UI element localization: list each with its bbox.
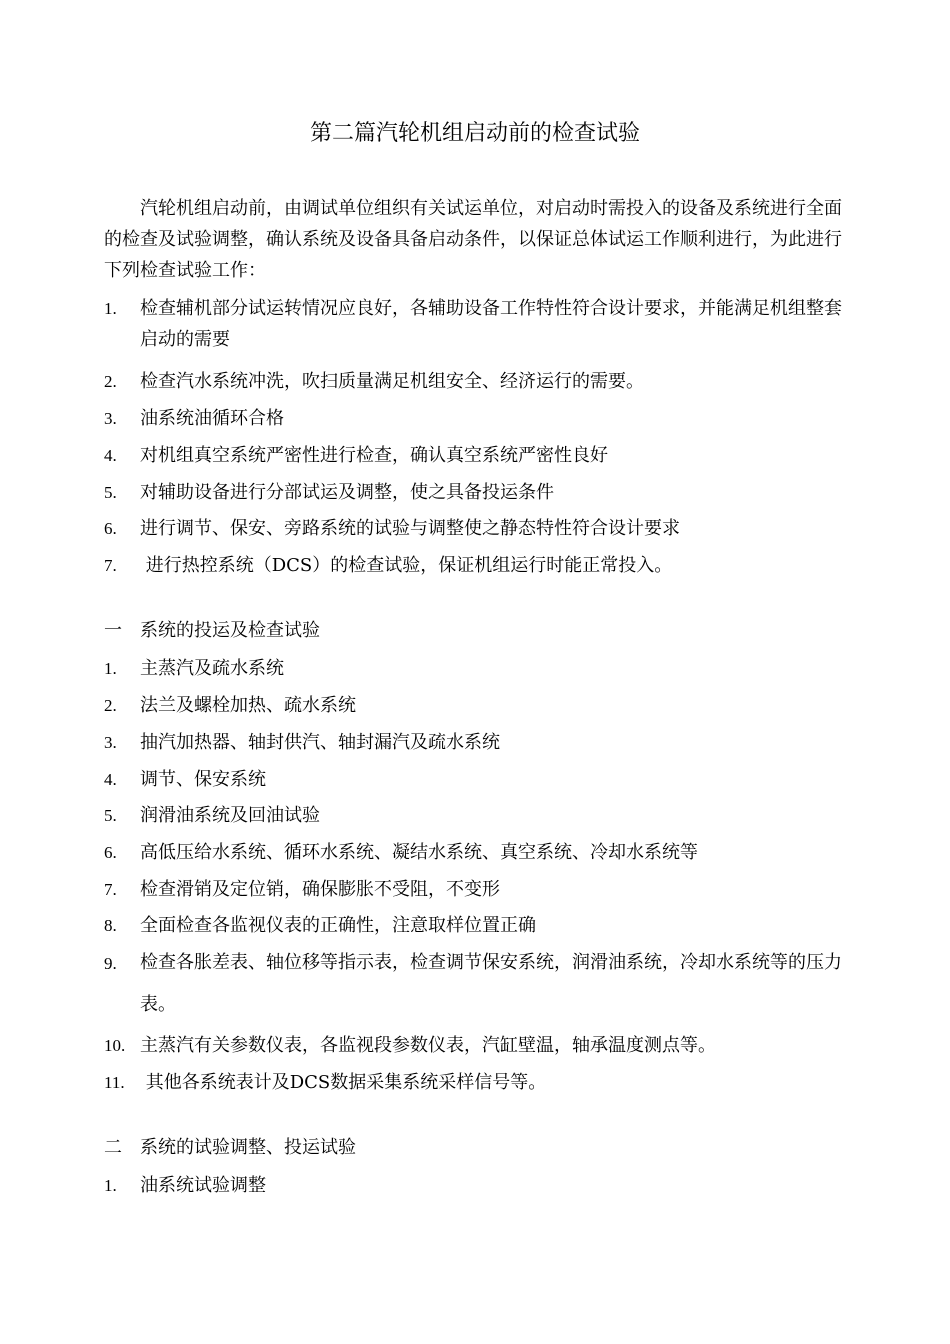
list-number: 4. bbox=[104, 770, 117, 789]
list-number: 10. bbox=[104, 1036, 126, 1055]
list-number: 5. bbox=[104, 806, 117, 825]
section-heading bbox=[104, 1132, 856, 1163]
list-text: 主蒸汽有关参数仪表，各监视段参数仪表，汽缸壁温，轴承温度测点等。 bbox=[140, 1035, 716, 1056]
list-item bbox=[104, 910, 856, 941]
list-item bbox=[104, 942, 856, 1026]
list-text: 对机组真空系统严密性进行检查，确认真空系统严密性良好 bbox=[140, 445, 608, 466]
list-item bbox=[104, 837, 856, 868]
list-number: 3. bbox=[104, 409, 117, 428]
list-text: 全面检查各监视仪表的正确性，注意取样位置正确 bbox=[140, 915, 536, 936]
list-number: 6. bbox=[104, 843, 117, 862]
list-number: 2. bbox=[104, 696, 117, 715]
list-text: 油系统油循环合格 bbox=[140, 408, 284, 429]
list-number: 1. bbox=[104, 1176, 117, 1195]
list-text: 润滑油系统及回油试验 bbox=[140, 805, 320, 826]
list-item bbox=[104, 764, 856, 795]
list-number: 4. bbox=[104, 446, 117, 465]
list-number: 6. bbox=[104, 519, 117, 538]
section-number: 二 bbox=[104, 1137, 122, 1158]
list-number: 7. bbox=[104, 556, 117, 575]
list-item bbox=[104, 366, 856, 397]
list-text: 油系统试验调整 bbox=[140, 1175, 266, 1196]
list-item bbox=[104, 1030, 856, 1061]
list-text: 其他各系统表计及DCS数据采集系统采样信号等。 bbox=[140, 1072, 547, 1093]
list-text: 检查辅机部分试运转情况应良好，各辅助设备工作特性符合设计要求，并能满足机组整套启动的需要 bbox=[140, 298, 842, 350]
list-text: 进行调节、保安、旁路系统的试验与调整使之静态特性符合设计要求 bbox=[140, 518, 680, 539]
list-number: 8. bbox=[104, 916, 117, 935]
list-number: 11. bbox=[104, 1073, 125, 1092]
list-item bbox=[104, 1067, 856, 1098]
list-number: 9. bbox=[104, 954, 117, 973]
list-item bbox=[104, 440, 856, 471]
list-item bbox=[104, 293, 856, 355]
list-number: 3. bbox=[104, 733, 117, 752]
list-text: 对辅助设备进行分部试运及调整，使之具备投运条件 bbox=[140, 482, 554, 503]
intro-paragraph: 汽轮机组启动前，由调试单位组织有关试运单位，对启动时需投入的设备及系统进行全面的检查及试验调整，确认系统及设备具备启动条件，以保证总体试运工作顺利进行，为此进行下列检查试验工作： bbox=[104, 198, 842, 281]
list-text: 法兰及螺栓加热、疏水系统 bbox=[140, 695, 356, 716]
list-item bbox=[104, 800, 856, 831]
list-text: 高低压给水系统、循环水系统、凝结水系统、真空系统、冷却水系统等 bbox=[140, 842, 698, 863]
list-item bbox=[104, 477, 856, 508]
list-text: 进行热控系统（DCS）的检查试验，保证机组运行时能正常投入。 bbox=[140, 555, 673, 576]
list-item bbox=[104, 1170, 856, 1201]
list-number: 7. bbox=[104, 880, 117, 899]
list-item bbox=[104, 653, 856, 684]
list-text: 检查汽水系统冲洗，吹扫质量满足机组安全、经济运行的需要。 bbox=[140, 371, 644, 392]
list-text: 调节、保安系统 bbox=[140, 769, 266, 790]
list-number: 1. bbox=[104, 299, 117, 318]
section-heading bbox=[104, 615, 856, 646]
section-title: 系统的投运及检查试验 bbox=[140, 620, 320, 641]
list-text: 检查各胀差表、轴位移等指示表，检查调节保安系统，润滑油系统，冷却水系统等的压力表。 bbox=[140, 952, 842, 1015]
list-item bbox=[104, 513, 856, 544]
list-item bbox=[104, 690, 856, 721]
page-title: 第二篇汽轮机组启动前的检查试验 bbox=[309, 121, 640, 146]
section-number: 一 bbox=[104, 620, 122, 641]
list-item bbox=[104, 403, 856, 434]
list-number: 1. bbox=[104, 659, 117, 678]
list-item bbox=[104, 874, 856, 905]
list-item bbox=[104, 550, 856, 581]
list-text: 主蒸汽及疏水系统 bbox=[140, 658, 284, 679]
list-item bbox=[104, 727, 856, 758]
list-text: 检查滑销及定位销，确保膨胀不受阻，不变形 bbox=[140, 879, 500, 900]
list-text: 抽汽加热器、轴封供汽、轴封漏汽及疏水系统 bbox=[140, 732, 500, 753]
section-title: 系统的试验调整、投运试验 bbox=[140, 1137, 356, 1158]
list-number: 2. bbox=[104, 372, 117, 391]
list-number: 5. bbox=[104, 483, 117, 502]
